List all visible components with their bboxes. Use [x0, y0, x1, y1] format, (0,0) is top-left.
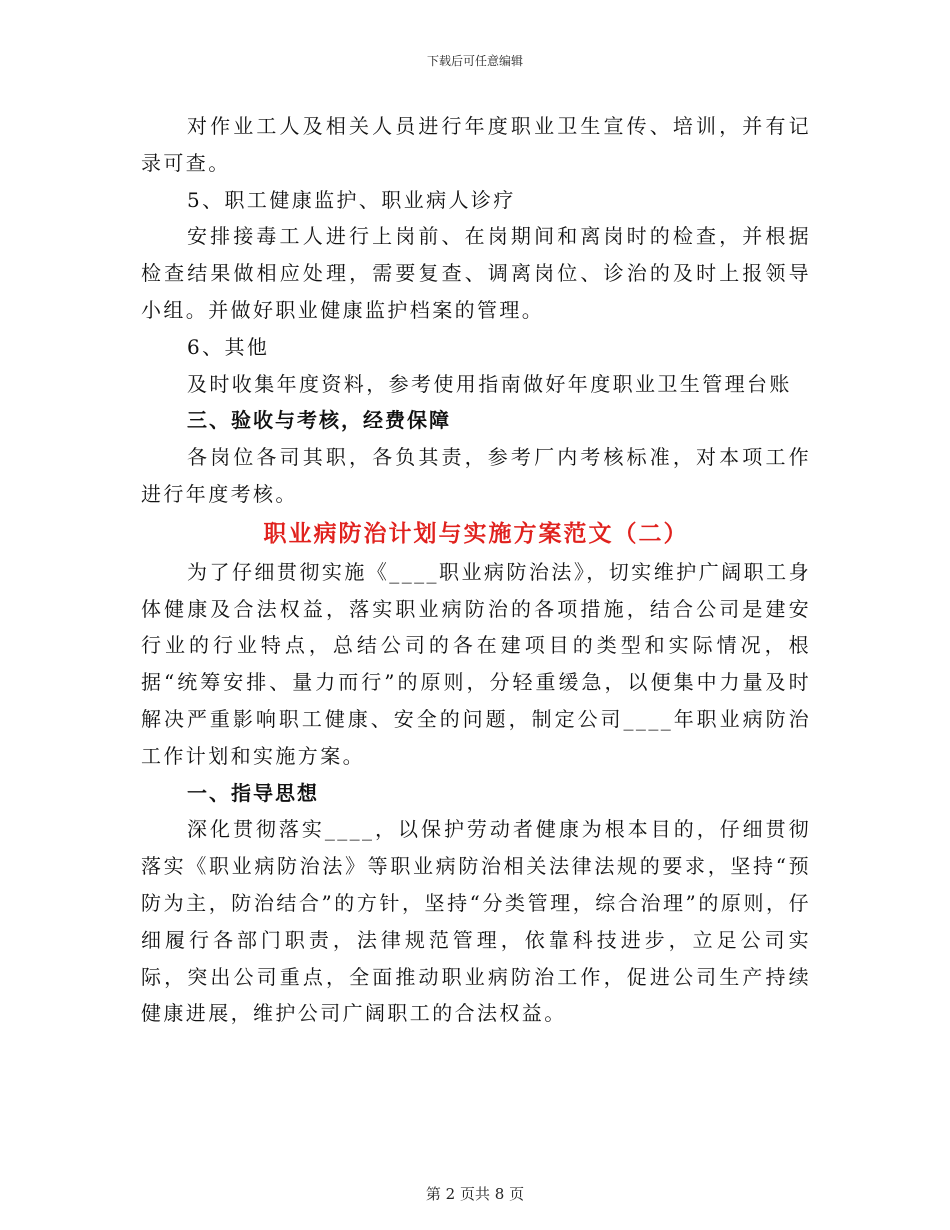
paragraph-training: 对作业工人及相关人员进行年度职业卫生宣传、培训，并有记录可查。: [141, 114, 811, 175]
document-body: [141, 108, 811, 1032]
page-footer: 第 2 页共 8 页: [425, 1185, 525, 1203]
heading-acceptance: 三、验收与考核，经费保障: [187, 408, 451, 433]
section-title: 职业病防治计划与实施方案范文（二）: [263, 520, 689, 547]
paragraph-assessment: 各岗位各司其职，各负其责，参考厂内考核标准，对本项工作进行年度考核。: [141, 445, 811, 506]
paragraph-guiding-ideology: 深化贯彻落实____，以保护劳动者健康为根本目的，仔细贯彻落实《职业病防治法》等职业病防治相关法律法规的要求，坚持“预防为主，防治结合”的方针，坚持“分类管理，综合治理”的原则，仔细履行各部门职责，法律规范管理，依靠科技进步，立足公司实际，突出公司重点，全面推动职业病防治工作，促进公司生产持续健康进展，维护公司广阔职工的合法权益。: [141, 817, 811, 1026]
paragraph-health-checks: 安排接毒工人进行上岗前、在岗期间和离岗时的检查，并根据检查结果做相应处理，需要复查、调离岗位、诊治的及时上报领导小组。并做好职业健康监护档案的管理。: [141, 224, 811, 322]
heading-guiding-ideology: 一、指导思想: [187, 780, 319, 805]
heading-health-monitoring: 5、职工健康监护、职业病人诊疗: [187, 187, 516, 212]
paragraph-annual-records: 及时收集年度资料，参考使用指南做好年度职业卫生管理台账: [187, 371, 792, 396]
page-header: 下载后可任意编辑: [426, 54, 523, 68]
paragraph-intro: 为了仔细贯彻实施《____职业病防治法》，切实维护广阔职工身体健康及合法权益，落实职业病防治的各项措施，结合公司是建安行业的行业特点，总结公司的各在建项目的类型和实际情况，根据“统筹安排、量力而行”的原则，分轻重缓急，以便集中力量及时解决严重影响职工健康、安全的问题，制定公司____年职业病防治工作计划和实施方案。: [141, 559, 811, 768]
heading-other: 6、其他: [187, 334, 270, 359]
